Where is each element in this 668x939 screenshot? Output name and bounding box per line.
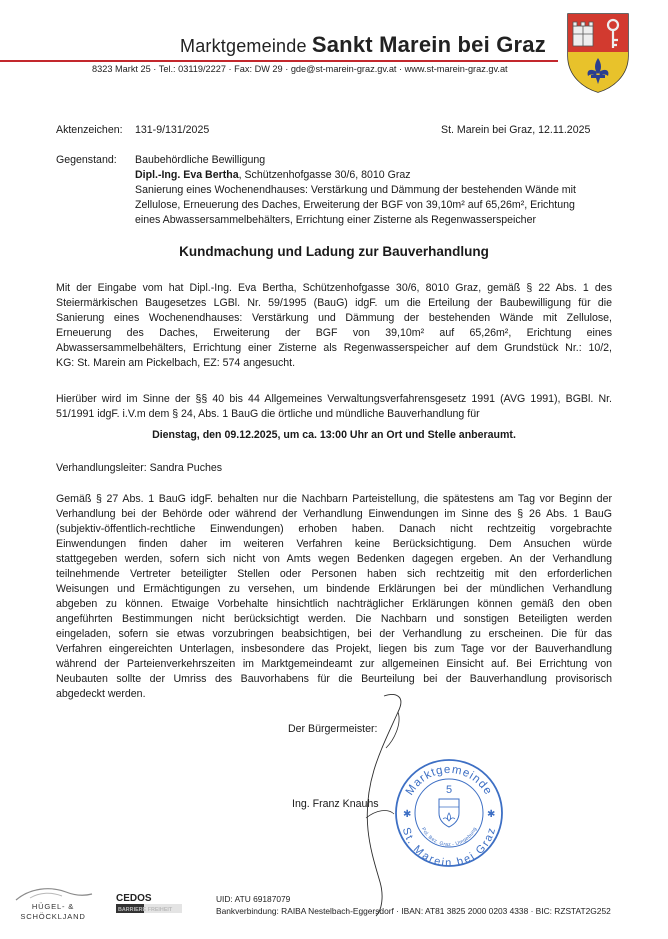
paragraph-line: Abwassersammelbehälters, Errichtung einer Zisterne als Regenwasserspeicher auf dem Grundstück Nr.: 10/2, — [56, 342, 612, 354]
municipality-title — [180, 32, 546, 58]
paragraph-line: eingeladen, sofern sie etwas vorzubringen beabsichtigen, bei der Verhandlung zu erscheinen. Die für das — [56, 628, 612, 640]
place-date: St. Marein bei Graz, 12.11.2025 — [441, 124, 591, 136]
stamp-star-icon: ✱ — [487, 809, 496, 820]
logo1-line2: SCHÖCKLJAND — [20, 912, 86, 921]
paragraph-line: KG: St. Marein am Pickelbach, EZ: 574 angesucht. — [56, 357, 296, 369]
subject-description-line: Sanierung eines Wochenendhauses: Verstärkung und Dämmung der bestehenden Wände mit — [135, 184, 576, 196]
footer-uid: UID: ATU 69187079 — [216, 894, 291, 904]
paragraph-line: Weisungen und Ermächtigungen zu versehen, um bindende Erklärungen bei der mündlichen Verhandlung — [56, 583, 612, 595]
applicant-address: , Schützenhofgasse 30/6, 8010 Graz — [238, 169, 411, 181]
stamp-number: 5 — [445, 784, 453, 796]
paragraph-line: Hierüber wird im Sinne der §§ 40 bis 44 Allgemeines Verwaltungsverfahrensgesetz 1991 (AVG 1991), BGBl. Nr. — [56, 393, 612, 405]
legal-basis-paragraph — [56, 392, 612, 422]
paragraph-line: abgedeckt werden. — [56, 688, 146, 700]
header-contact: 8323 Markt 25 · Tel.: 03119/2227 · Fax: DW 29 · gde@st-marein-graz.gv.at · www.st-marein-graz.gv.at — [92, 64, 508, 74]
document-heading: Kundmachung und Ladung zur Bauverhandlung — [179, 244, 489, 259]
application-paragraph — [56, 281, 612, 371]
hearing-appointment: Dienstag, den 09.12.2025, um ca. 13:00 Uhr an Ort und Stelle anberaumt. — [152, 429, 516, 441]
applicant-name: Dipl.-Ing. Eva Bertha — [135, 169, 239, 181]
subject-line: Baubehördliche Bewilligung — [135, 154, 266, 166]
official-stamp-icon — [393, 757, 505, 869]
paragraph-line: angeführten Bestimmungen nicht berücksichtigt werden. Die Nachbarn und sonstigen Beteiligten werden — [56, 613, 612, 625]
footer-info — [216, 893, 611, 917]
paragraph-line: abgeben zu können. Etwaige Vorbehalte hinsichtlich nachträglicher Erklärungen können gemäß den oben — [56, 598, 612, 610]
paragraph-line: stattgegeben werden, sofern sich nicht von Amts wegen Bedenken dagegen ergeben. An der Verhandlung — [56, 553, 612, 565]
stamp-top-text: Marktgemeinde — [403, 763, 495, 798]
stamp-inner-text: Pol. Bez. Graz - Umgebung — [419, 826, 479, 848]
paragraph-line: Erneuerung des Daches, Erweiterung der BGF von 39,10m² auf 65,26m², Erichtung eines — [56, 327, 612, 339]
subject-applicant — [135, 168, 605, 183]
subject-description-line: Zellulose, Erneuerung des Daches, Erweiterung der BGF von 39,10m² auf 65,26m², Erichtung — [135, 199, 575, 211]
paragraph-line: Verhandlung bei der Behörde oder während der Verhandlung Einwendungen im Sinne des § 26 Abs. 1 BauG — [56, 508, 612, 520]
subject-label: Gegenstand: — [56, 154, 117, 166]
paragraph-line: Neubauten sollte der Umriss des Bauvorhabens für die Beurteilung bei der Bauverhandlung provisorisch — [56, 673, 612, 685]
footer-bank: Bankverbindung: RAIBA Nestelbach-Eggersdorf · IBAN: AT81 3825 2000 0203 4338 · BIC: RZSTAT2G252 — [216, 906, 611, 916]
paragraph-line: Steiermärkischen Baugesetzes LGBl. Nr. 59/1995 (BauG) idgF. um die Erteilung der Baubewilligung für die — [56, 297, 612, 309]
title-name: Sankt Marein bei Graz — [311, 32, 546, 57]
objections-paragraph — [56, 492, 612, 702]
huegelland-logo-icon — [10, 886, 96, 922]
subject-description-line: eines Abwassersammelbehälters, Errichtung einer Zisterne als Regenwasserspeicher — [135, 214, 536, 226]
paragraph-line: Einwendungen finden daher im weiteren Verfahren keine Berücksichtigung. Dem Ansuchen würde — [56, 538, 612, 550]
hearing-leader: Verhandlungsleiter: Sandra Puches — [56, 462, 223, 474]
paragraph-line: teilnehmende Vertreter beteiligter Stellen oder Personen haben sich rechtzeitig mit den erforderlichen — [56, 568, 612, 580]
file-number-value: 131-9/131/2025 — [135, 124, 210, 136]
cedos-logo-icon — [114, 890, 184, 920]
logo2-line2: BARRIERE FREIHEIT — [118, 907, 173, 913]
file-number-label: Aktenzeichen: — [56, 124, 123, 136]
paragraph-line: 51/1991 idgF. i.V.m dem § 24, Abs. 1 BauG die örtliche und mündliche Bauverhandlung für — [56, 408, 480, 420]
paragraph-line: während der Parteienverkehrszeiten im Marktgemeindeamt zur allgemeinen Einsicht auf. Bei Errichtung von — [56, 658, 612, 670]
header-rule — [0, 60, 558, 62]
paragraph-line: Sanierung eines Wochenendhauses: Verstärkung und Dämmung der bestehenden Wände mit Zellulose, — [56, 312, 612, 324]
paragraph-line: Gemäß § 27 Abs. 1 BauG idgF. behalten nur die Nachbarn Parteistellung, die spätestens am Tag vor Beginn der — [56, 493, 612, 505]
svg-text:Pol. Bez. Graz - Umgebung — [420, 826, 478, 848]
paragraph-line: (subjektiv-öffentlich-rechtliche Einwendungen) erhoben haben. Danach nicht rechtzeitig vorgebrachte — [56, 523, 612, 535]
title-prefix: Marktgemeinde — [180, 36, 307, 56]
mayor-name: Ing. Franz Knauhs — [292, 798, 379, 810]
coat-of-arms-icon — [566, 12, 630, 94]
paragraph-line: Mit der Eingabe vom hat Dipl.-Ing. Eva Bertha, Schützenhofgasse 30/6, 8010 Graz, gemäß § 22 Abs. 1 des — [56, 282, 612, 294]
logo1-line1: HÜGEL- & — [31, 902, 75, 911]
subject-block — [135, 153, 605, 228]
logo2-line1: CEDOS — [116, 893, 152, 904]
paragraph-line: Verfahren eingereichten Unterlagen, insbesondere das Projekt, liegen bis zum Tage vor der Bauverhandlung — [56, 643, 612, 655]
stamp-star-icon: ✱ — [403, 809, 412, 820]
stamp-bottom-text: St. Marein bei Graz — [399, 826, 499, 869]
mayor-label: Der Bürgermeister: — [288, 723, 378, 735]
